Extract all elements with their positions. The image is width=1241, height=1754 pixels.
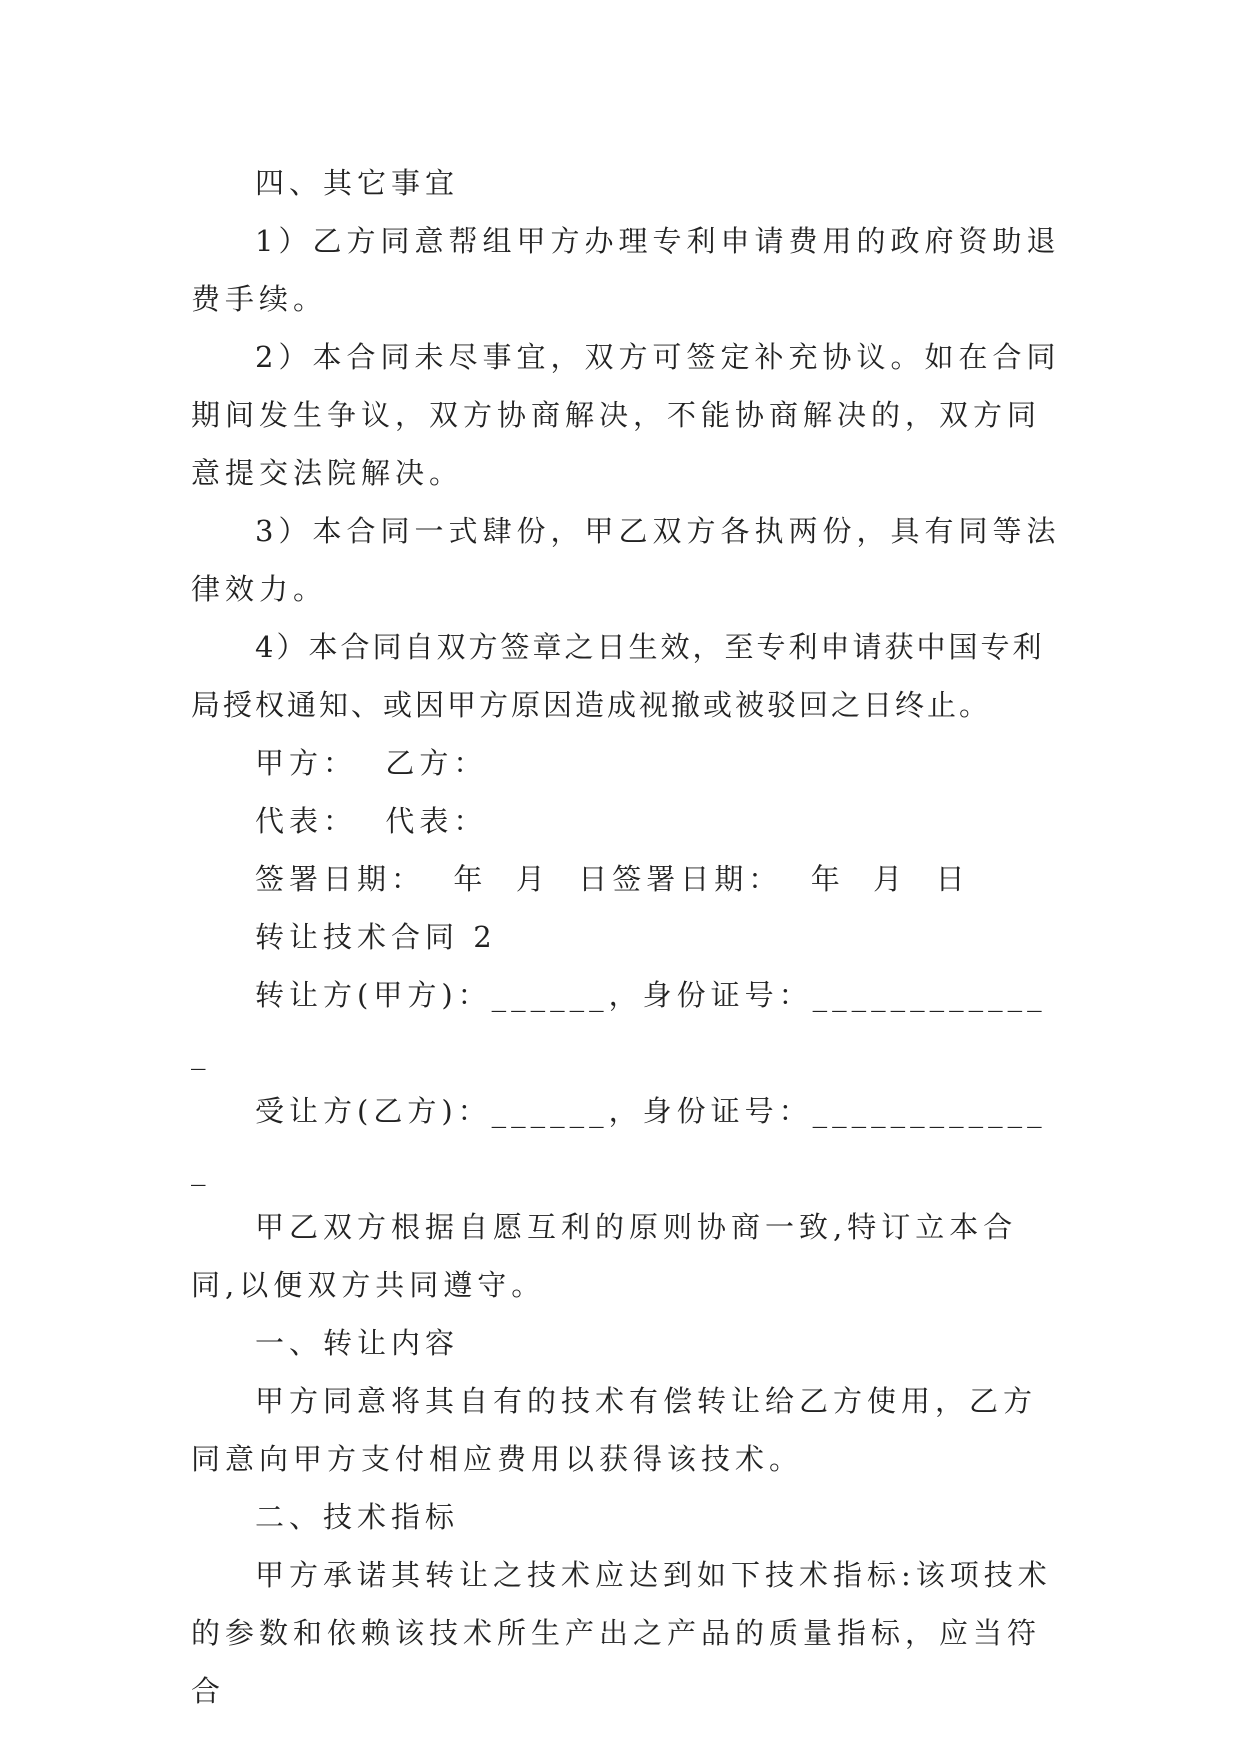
preamble-paragraph: 甲乙双方根据自愿互利的原则协商一致,特订立本合同,以便双方共同遵守。 [191, 1210, 1018, 1302]
clause-4-effective-term: 4）本合同自双方签章之日生效，至专利申请获中国专利局授权通知、或因甲方原因造成视撤或被驳回之日终止。 [191, 630, 1045, 722]
transferor-line: 转让方(甲方)：______，身份证号：_____________ [191, 978, 1047, 1070]
signature-parties: 甲方： 乙方： [255, 746, 488, 780]
signature-dates: 签署日期： 年 月 日签署日期： 年 月 日 [255, 862, 970, 896]
contract-2-title: 转让技术合同 2 [255, 920, 497, 954]
section-heading-transfer-content: 一、转让内容 [255, 1326, 460, 1360]
clause-1-refund-assistance: 1）乙方同意帮组甲方办理专利申请费用的政府资助退费手续。 [191, 224, 1061, 316]
transfer-content-paragraph: 甲方同意将其自有的技术有偿转让给乙方使用，乙方同意向甲方支付相应费用以获得该技术。 [191, 1384, 1038, 1476]
clause-3-copies: 3）本合同一式肆份，甲乙双方各执两份，具有同等法律效力。 [191, 514, 1061, 606]
clause-2-supplementary-agreement: 2）本合同未尽事宜，双方可签定补充协议。如在合同期间发生争议，双方协商解决，不能协商解决的，双方同意提交法院解决。 [191, 340, 1061, 490]
transferee-line: 受让方(乙方)：______，身份证号：_____________ [191, 1094, 1047, 1186]
section-heading-technical-indicators: 二、技术指标 [255, 1500, 460, 1534]
technical-indicators-paragraph: 甲方承诺其转让之技术应达到如下技术指标:该项技术的参数和依赖该技术所生产出之产品的质量指标，应当符合 [191, 1558, 1052, 1708]
section-heading-other-matters: 四、其它事宜 [255, 166, 460, 200]
signature-representatives: 代表： 代表： [255, 804, 488, 838]
document-body [191, 154, 1061, 1720]
